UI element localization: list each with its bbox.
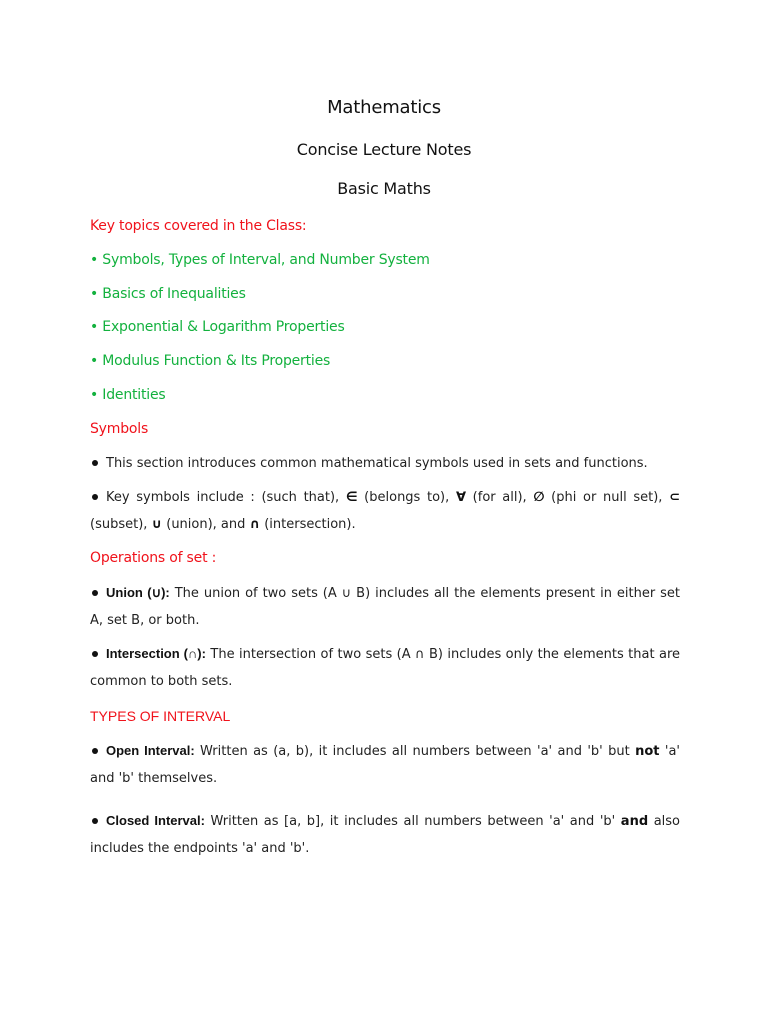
open-interval-term: Open Interval: [106, 743, 195, 758]
topic-item: • Basics of Inequalities [90, 286, 246, 302]
paragraph-text: Written as (a, b), it includes all numbers between 'a' and 'b' but [194, 744, 636, 759]
emphasis-text: and [620, 814, 649, 829]
subject-title: Basic Maths [337, 179, 431, 198]
paragraph-text: The union of two sets (A ∪ B) includes all the elements present in either set A, set B, or both. [90, 586, 681, 628]
bullet-icon [92, 460, 98, 466]
topics-heading: Key topics covered in the Class: [90, 218, 307, 234]
union-symbol: ∪ [151, 517, 163, 532]
topic-item: • Symbols, Types of Interval, and Number System [90, 252, 430, 268]
paragraph-text: also includes the endpoints 'a' and 'b'. [90, 814, 681, 856]
union-term: Union (∪): [106, 585, 170, 600]
operations-heading: Operations of set : [90, 550, 217, 566]
intersection-term: Intersection (∩): [106, 646, 206, 661]
paragraph-text: (intersection). [260, 517, 356, 532]
topic-item: • Modulus Function & Its Properties [90, 353, 331, 369]
symbols-paragraph-1 [90, 450, 680, 477]
closed-interval-term: Closed Interval: [106, 813, 205, 828]
symbols-paragraph-2 [90, 484, 680, 538]
paragraph-text: This section introduces common mathematical symbols used in sets and functions. [106, 456, 648, 471]
union-paragraph [90, 579, 680, 634]
symbols-heading: Symbols [90, 421, 149, 437]
bullet-icon [92, 651, 98, 657]
page-subtitle: Concise Lecture Notes [296, 140, 472, 159]
paragraph-text: 'a' and 'b' themselves. [90, 744, 680, 786]
for-all-symbol: ∀ [455, 490, 466, 505]
paragraph-text: (union), and [162, 517, 250, 532]
emphasis-text: not [635, 744, 660, 759]
paragraph-text: (belongs to), [357, 490, 456, 505]
topic-item: • Identities [90, 387, 166, 403]
paragraph-text: The intersection of two sets (A ∩ B) includes only the elements that are common to both sets. [90, 647, 680, 689]
paragraph-text: Written as [a, b], it includes all numbers between 'a' and 'b' [204, 814, 621, 829]
null-set-symbol: ∅ [533, 490, 545, 505]
paragraph-text: (for all), [466, 490, 534, 505]
intersection-paragraph [90, 640, 680, 695]
topic-item: • Exponential & Logarithm Properties [90, 319, 345, 335]
intersection-symbol: ∩ [249, 517, 261, 532]
paragraph-text: (subset), [90, 517, 152, 532]
intervals-heading: TYPES OF INTERVAL [90, 708, 231, 724]
belongs-to-symbol: ∈ [345, 490, 358, 505]
paragraph-text: (phi or null set), [544, 490, 670, 505]
subset-symbol: ⊂ [669, 490, 680, 505]
closed-interval-paragraph [90, 807, 680, 862]
bullet-icon [92, 494, 98, 500]
page-title: Mathematics [327, 97, 441, 118]
paragraph-text: Key symbols include : (such that), [106, 490, 346, 505]
open-interval-paragraph [90, 737, 680, 792]
bullet-icon [92, 818, 98, 824]
bullet-icon [92, 748, 98, 754]
bullet-icon [92, 590, 98, 596]
